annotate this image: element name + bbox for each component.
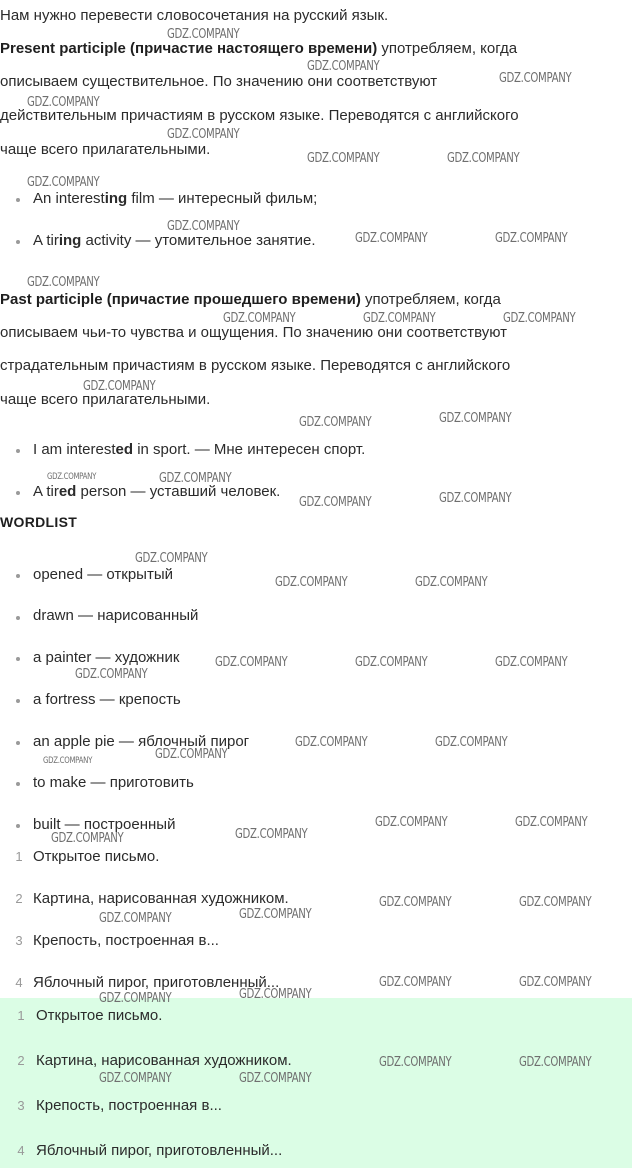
watermark: GDZ.COMPANY xyxy=(155,747,228,762)
present-line-1: Present participle (причастие настоящего времени) употребляем, когда xyxy=(0,40,518,57)
past-example-1: I am interested in sport. — Мне интересен спорт. xyxy=(33,441,366,458)
bullet-icon xyxy=(16,574,20,578)
exercise-number: 3 xyxy=(15,933,23,948)
watermark: GDZ.COMPANY xyxy=(499,71,572,86)
past-example-2: A tired person — уставший человек. xyxy=(33,483,281,500)
watermark: GDZ.COMPANY xyxy=(495,231,568,246)
watermark: GDZ.COMPANY xyxy=(363,311,436,326)
wordlist-item: a fortress — крепость xyxy=(33,691,181,708)
watermark: GDZ.COMPANY xyxy=(83,379,156,394)
watermark: GDZ.COMPANY xyxy=(435,735,508,750)
past-term: Past participle (причастие прошедшего времени) xyxy=(0,291,361,308)
watermark: GDZ.COMPANY xyxy=(167,127,240,142)
present-example-2: A tiring activity — утомительное занятие. xyxy=(33,232,316,249)
watermark: GDZ.COMPANY xyxy=(47,472,97,482)
bullet-icon xyxy=(16,198,20,202)
watermark: GDZ.COMPANY xyxy=(379,895,452,910)
past-line-1: Past participle (причастие прошедшего времени) употребляем, когда xyxy=(0,291,501,308)
exercise-number: 2 xyxy=(15,891,23,906)
answer-number: 2 xyxy=(17,1053,25,1068)
past-line-3: страдательным причастиям в русском языке. Переводятся с английского xyxy=(0,357,511,374)
watermark: GDZ.COMPANY xyxy=(27,175,100,190)
watermark: GDZ.COMPANY xyxy=(167,219,240,234)
bullet-icon xyxy=(16,782,20,786)
answer-number: 3 xyxy=(17,1098,25,1113)
watermark: GDZ.COMPANY xyxy=(519,895,592,910)
watermark: GDZ.COMPANY xyxy=(299,415,372,430)
answer-item: Открытое письмо. xyxy=(36,1007,163,1024)
answer-item: Крепость, построенная в... xyxy=(36,1097,222,1114)
exercise-item: Открытое письмо. xyxy=(33,848,160,865)
intro-text: Нам нужно перевести словосочетания на русский язык. xyxy=(0,7,389,24)
watermark: GDZ.COMPANY xyxy=(27,95,100,110)
watermark: GDZ.COMPANY xyxy=(43,756,93,766)
watermark: GDZ.COMPANY xyxy=(495,655,568,670)
watermark: GDZ.COMPANY xyxy=(51,831,124,846)
watermark: GDZ.COMPANY xyxy=(99,911,172,926)
watermark: GDZ.COMPANY xyxy=(135,551,208,566)
watermark: GDZ.COMPANY xyxy=(355,231,428,246)
exercise-number: 1 xyxy=(15,849,23,864)
watermark: GDZ.COMPANY xyxy=(515,815,588,830)
bullet-icon xyxy=(16,657,20,661)
watermark: GDZ.COMPANY xyxy=(307,59,380,74)
watermark: GDZ.COMPANY xyxy=(167,27,240,42)
bullet-icon xyxy=(16,240,20,244)
wordlist-item: opened — открытый xyxy=(33,566,173,583)
present-example-1: An interesting film — интересный фильм; xyxy=(33,190,318,207)
watermark: GDZ.COMPANY xyxy=(379,1055,452,1070)
wordlist-item: to make — приготовить xyxy=(33,774,194,791)
watermark: GDZ.COMPANY xyxy=(519,1055,592,1070)
answer-box xyxy=(0,998,632,1168)
watermark: GDZ.COMPANY xyxy=(503,311,576,326)
exercise-number: 4 xyxy=(15,975,23,990)
bullet-icon xyxy=(16,616,20,620)
answer-number: 1 xyxy=(17,1008,25,1023)
bullet-icon xyxy=(16,741,20,745)
present-term: Present participle (причастие настоящего времени) xyxy=(0,40,378,57)
watermark: GDZ.COMPANY xyxy=(75,667,148,682)
watermark: GDZ.COMPANY xyxy=(275,575,348,590)
exercise-item: Яблочный пирог, приготовленный... xyxy=(33,974,280,991)
watermark: GDZ.COMPANY xyxy=(415,575,488,590)
watermark: GDZ.COMPANY xyxy=(99,991,172,1006)
watermark: GDZ.COMPANY xyxy=(239,987,312,1002)
watermark: GDZ.COMPANY xyxy=(379,975,452,990)
answer-item: Картина, нарисованная художником. xyxy=(36,1052,292,1069)
watermark: GDZ.COMPANY xyxy=(99,1071,172,1086)
exercise-item: Картина, нарисованная художником. xyxy=(33,890,289,907)
wordlist-item: built — построенный xyxy=(33,816,176,833)
answer-number: 4 xyxy=(17,1143,25,1158)
watermark: GDZ.COMPANY xyxy=(239,907,312,922)
watermark: GDZ.COMPANY xyxy=(235,827,308,842)
past-line-4: чаще всего прилагательными. xyxy=(0,391,211,408)
watermark: GDZ.COMPANY xyxy=(295,735,368,750)
present-line-4: чаще всего прилагательными. xyxy=(0,141,211,158)
wordlist-item: a painter — художник xyxy=(33,649,180,666)
watermark: GDZ.COMPANY xyxy=(447,151,520,166)
watermark: GDZ.COMPANY xyxy=(375,815,448,830)
answer-item: Яблочный пирог, приготовленный... xyxy=(36,1142,283,1159)
wordlist-item: drawn — нарисованный xyxy=(33,607,199,624)
bullet-icon xyxy=(16,449,20,453)
past-line-2: описываем чьи-то чувства и ощущения. По значению они соответствуют xyxy=(0,324,508,341)
bullet-icon xyxy=(16,824,20,828)
wordlist-item: an apple pie — яблочный пирог xyxy=(33,733,250,750)
watermark: GDZ.COMPANY xyxy=(307,151,380,166)
present-line-2: описываем существительное. По значению они соответствуют xyxy=(0,73,438,90)
present-line-3: действительным причастиям в русском языке. Переводятся с английского xyxy=(0,107,519,124)
watermark: GDZ.COMPANY xyxy=(239,1071,312,1086)
wordlist-heading: WORDLIST xyxy=(0,514,78,530)
watermark: GDZ.COMPANY xyxy=(215,655,288,670)
watermark: GDZ.COMPANY xyxy=(355,655,428,670)
bullet-icon xyxy=(16,491,20,495)
watermark: GDZ.COMPANY xyxy=(439,411,512,426)
watermark: GDZ.COMPANY xyxy=(299,495,372,510)
watermark: GDZ.COMPANY xyxy=(519,975,592,990)
watermark: GDZ.COMPANY xyxy=(27,275,100,290)
watermark: GDZ.COMPANY xyxy=(159,471,232,486)
watermark: GDZ.COMPANY xyxy=(439,491,512,506)
exercise-item: Крепость, построенная в... xyxy=(33,932,219,949)
bullet-icon xyxy=(16,699,20,703)
watermark: GDZ.COMPANY xyxy=(223,311,296,326)
